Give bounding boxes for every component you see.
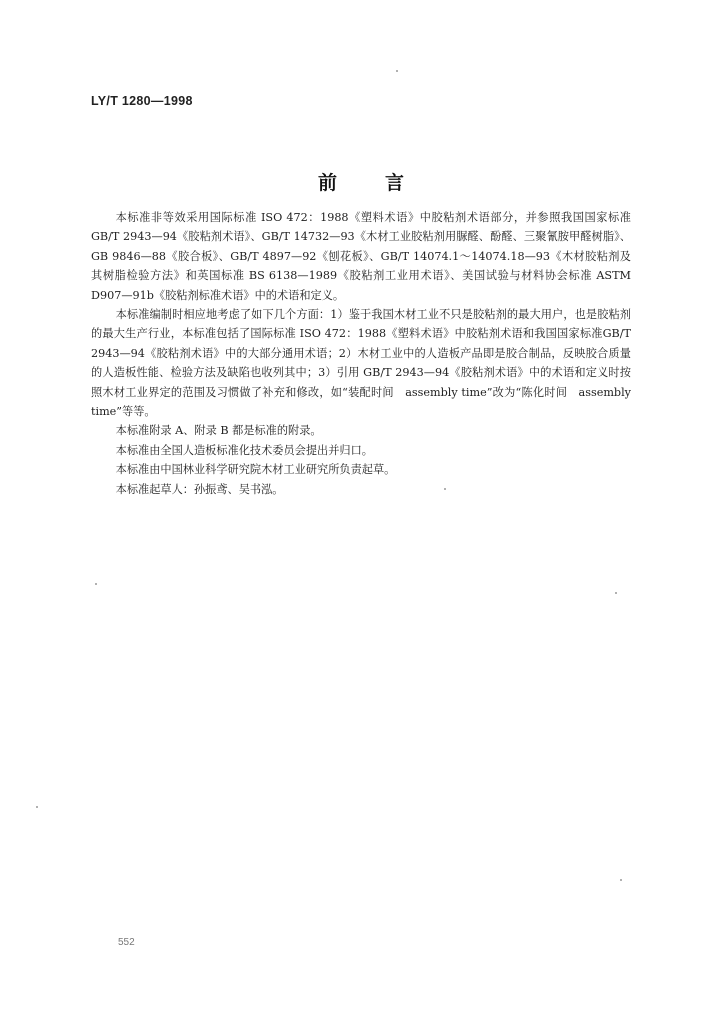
scan-speck: [620, 879, 622, 881]
paragraph-4: 本标准由全国人造板标准化技术委员会提出并归口。: [115, 443, 373, 457]
scan-speck: [95, 583, 97, 585]
paragraph-5: 本标准由中国林业科学研究院木材工业研究所负责起草。: [115, 463, 396, 477]
scan-speck: [444, 488, 446, 490]
page-title: [0, 168, 722, 195]
foreword-body: [91, 208, 631, 499]
paragraph-3: 本标准附录 A、附录 B 都是标准的附录。: [115, 424, 322, 438]
page-number: 552: [118, 937, 135, 948]
document-code: LY/T 1280—1998: [91, 94, 193, 108]
paragraph-1: 本标准非等效采用国际标准 ISO 472：1988《塑料术语》中胶粘剂术语部分，并参照我国国家标准GB/T 2943—94《胶粘剂术语》、GB/T 14732—93《木材工业胶粘剂用脲醛、酚醛、三聚氰胺甲醛树脂》、GB 9846—88《胶合板》、GB/T 4897—92《刨花板》、GB/T 14074.1～14074.18—93《木材胶粘剂及其树脂检验方法》和英国标准 BS 6138—1989《胶粘剂工业用术语》、美国试验与材料协会标准 ASTM D907—91b《胶粘剂标准术语》中的术语和定义。: [91, 211, 631, 302]
paragraph-2: 本标准编制时相应地考虑了如下几个方面：1）鉴于我国木材工业不只是胶粘剂的最大用户，也是胶粘剂的最大生产行业，本标准包括了国际标准 ISO 472：1988《塑料术语》中胶粘剂术语和我国国家标准GB/T 2943—94《胶粘剂术语》中的大部分通用术语；2）木材工业中的人造板产品即是胶合制品，反映胶合质量的人造板性能、检验方法及缺陷也收列其中；3）引用 GB/T 2943—94《胶粘剂术语》中的术语和定义时按照木材工业界定的范围及习惯做了补充和修改，如“装配时间 assembly time”改为“陈化时间 assembly time”等等。: [91, 308, 631, 419]
title-char-1: 前: [317, 172, 337, 194]
scan-speck: [615, 592, 617, 594]
paragraph-6: 本标准起草人：孙振鸢、吴书泓。: [115, 482, 284, 496]
scan-speck: [36, 806, 38, 808]
title-char-2: 言: [385, 172, 405, 194]
scan-speck: [396, 70, 398, 72]
